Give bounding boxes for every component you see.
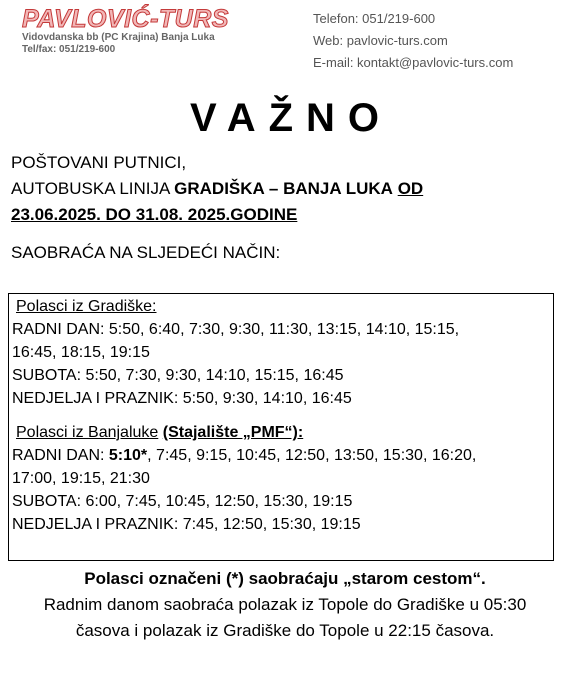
contact-web: Web: pavlovic-turs.com [313, 33, 448, 48]
logo-title: PAVLOVIĆ-TURS [22, 5, 229, 33]
traffic-intro: SAOBRAĆA NA SLJEDEĆI NAČIN: [11, 243, 281, 262]
gradiska-saturday: SUBOTA: 5:50, 7:30, 9:30, 14:10, 15:15, 16:45 [12, 367, 344, 384]
company-logo [22, 6, 272, 56]
contact-block [313, 8, 513, 74]
page-title: VAŽNO [189, 96, 393, 140]
footer-notes [0, 566, 570, 644]
banjaluka-weekday: RADNI DAN: 5:10*, 7:45, 9:15, 10:45, 12:50, 13:50, 15:30, 16:20, [12, 447, 477, 464]
banjaluka-weekday-cont: 17:00, 19:15, 21:30 [12, 470, 150, 487]
gradiska-sunday: NEDJELJA I PRAZNIK: 5:50, 9:30, 14:10, 16:45 [12, 390, 352, 407]
section-title-banjaluka: Polasci iz Banjaluke (Stajalište „PMF“): [16, 424, 304, 441]
logo-telfax: Tel/fax: 051/219-600 [22, 44, 116, 55]
section-spacer [12, 410, 553, 421]
section-title-gradiska: Polasci iz Gradiške: [16, 298, 157, 315]
marked-departure: 5:10* [108, 447, 148, 464]
intro-text [11, 150, 423, 266]
schedule-box [8, 293, 554, 561]
old-road-note: Polasci označeni (*) saobraćaju „starom cestom“. [84, 569, 486, 588]
contact-phone: Telefon: 051/219-600 [313, 11, 436, 26]
gradiska-weekday: RADNI DAN: 5:50, 6:40, 7:30, 9:30, 11:30, 13:15, 14:10, 15:15, [12, 321, 460, 338]
stop-name: (Stajalište „PMF“): [162, 424, 304, 441]
banjaluka-sunday: NEDJELJA I PRAZNIK: 7:45, 12:50, 15:30, 19:15 [12, 516, 361, 533]
route-line [11, 176, 423, 202]
greeting: POŠTOVANI PUTNICI, [11, 153, 187, 172]
gradiska-weekday-cont: 16:45, 18:15, 19:15 [12, 344, 150, 361]
logo-address: Vidovdanska bb (PC Krajina) Banja Luka [22, 32, 215, 43]
validity-period: 23.06.2025. DO 31.08. 2025.GODINE [11, 205, 298, 224]
route-od: OD [397, 179, 424, 198]
topola-info: Radnim danom saobraća polazak iz Topole do Gradiške u 05:30 časova i polazak iz Gradiške do Topole u 22:15 časova. [43, 595, 527, 640]
contact-email: E-mail: kontakt@pavlovic-turs.com [313, 55, 514, 70]
route-name: GRADIŠKA – BANJA LUKA [174, 179, 393, 198]
route-prefix: AUTOBUSKA LINIJA [11, 179, 175, 198]
banjaluka-saturday: SUBOTA: 6:00, 7:45, 10:45, 12:50, 15:30, 19:15 [12, 493, 353, 510]
